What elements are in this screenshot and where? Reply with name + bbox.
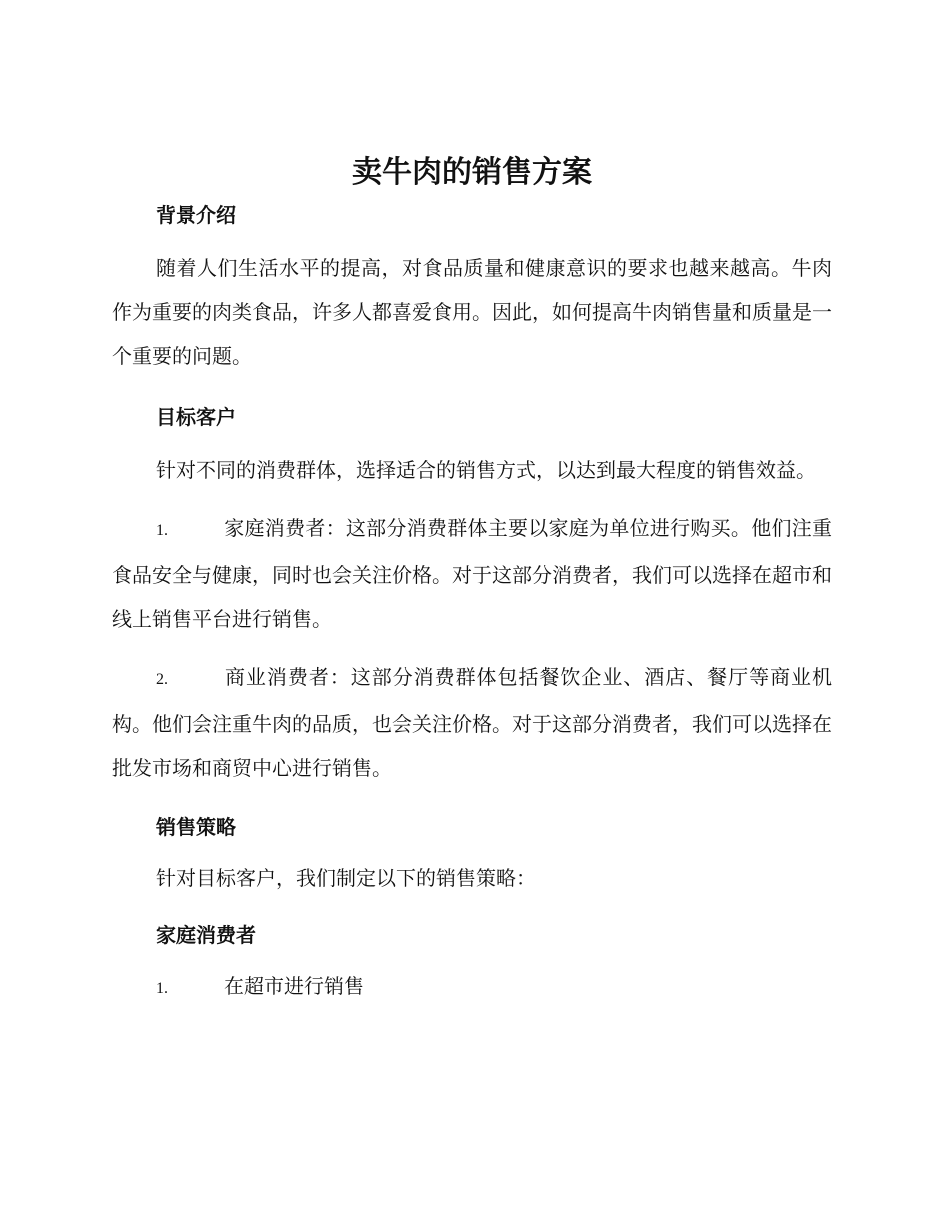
list-item-text: 商业消费者：这部分消费群体包括餐饮企业、酒店、餐厅等商业机构。他们会注重牛肉的品质，也会关注价格。对于这部分消费者，我们可以选择在批发市场和商贸中心进行销售。 (112, 665, 832, 780)
strategy-paragraph: 针对目标客户，我们制定以下的销售策略： (156, 866, 536, 890)
list-item-text: 家庭消费者：这部分消费群体主要以家庭为单位进行购买。他们注重食品安全与健康，同时也会关注价格。对于这部分消费者，我们可以选择在超市和线上销售平台进行销售。 (112, 516, 832, 631)
section-heading-background: 背景介绍 (156, 203, 236, 227)
list-item (112, 506, 832, 641)
list-item-number: 1. (156, 522, 168, 539)
target-paragraph: 针对不同的消费群体，选择适合的销售方式，以达到最大程度的销售效益。 (156, 458, 816, 482)
background-paragraph: 随着人们生活水平的提高，对食品质量和健康意识的要求也越来越高。牛肉作为重要的肉类食品，许多人都喜爱食用。因此，如何提高牛肉销售量和质量是一个重要的问题。 (112, 256, 832, 368)
section-heading-strategy: 销售策略 (156, 815, 236, 839)
sub-heading-household: 家庭消费者 (156, 923, 256, 947)
section-heading-target: 目标客户 (156, 405, 236, 429)
list-item-text: 在超市进行销售 (224, 974, 364, 998)
list-item-number: 2. (156, 671, 168, 688)
document-page (112, 150, 832, 1011)
list-item (112, 655, 832, 790)
document-title: 卖牛肉的销售方案 (352, 155, 592, 190)
list-item-number: 1. (156, 980, 168, 997)
list-item (112, 964, 832, 1011)
